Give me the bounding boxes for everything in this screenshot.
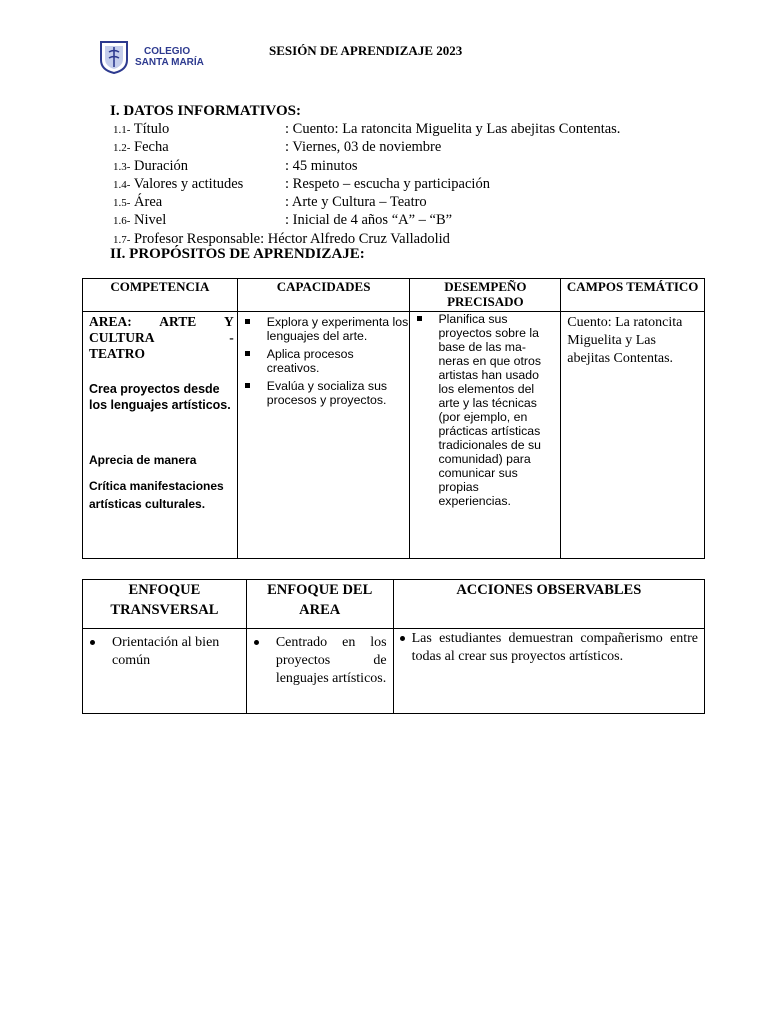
col-header-enfoque-transversal: ENFOQUE TRANSVERSAL	[83, 580, 247, 629]
competencia-aprecia-1: Aprecia de manera	[89, 453, 197, 467]
list-item: Explora y experimenta los lenguajes del arte.	[238, 315, 410, 343]
info-value: : 45 minutos	[285, 157, 358, 174]
info-num: 1.1-	[113, 124, 131, 136]
cell-acciones	[393, 629, 704, 714]
info-value: : Viernes, 03 de noviembre	[285, 139, 442, 156]
table-header-row	[83, 279, 705, 312]
cell-competencia	[83, 312, 238, 559]
info-label: Duración	[130, 157, 188, 174]
info-num: 1.2-	[113, 142, 131, 155]
col-header-desempeno: DESEMPEÑO PRECISADO	[410, 279, 561, 312]
capacidades-list	[238, 315, 410, 407]
list-item: Planifica sus proyectos sobre la base de las ma-neras en que otros artistas han usado los elementos del arte y las técnicas (por ejemplo, en prácticas artísticas tradicionales de su comunidad) para comunicar sus propias experiencias.	[410, 312, 550, 508]
info-row-fecha	[113, 138, 620, 156]
info-label: Nivel	[130, 212, 167, 229]
col-header-enfoque-area: ENFOQUE DEL AREA	[246, 580, 393, 629]
logo-text-colegio: COLEGIO	[144, 46, 191, 57]
list-item: Orientación al bien común	[83, 629, 246, 670]
info-value: : Cuento: La ratoncita Miguelita y Las abejitas Contentas.	[285, 121, 621, 137]
list-item: Aplica procesos creativos.	[238, 347, 410, 375]
list-item: Centrado en los proyectos de lenguajes artísticos.	[247, 629, 393, 688]
school-crest-icon	[99, 40, 129, 74]
section-heading-propositos: II. PROPÓSITOS DE APRENDIZAJE:	[110, 246, 365, 262]
info-label: Área	[130, 194, 163, 211]
competencias-table	[82, 278, 705, 559]
info-value: : Respeto – escucha y participación	[285, 175, 490, 192]
school-logo	[99, 40, 204, 74]
col-header-campos: CAMPOS TEMÁTICO	[561, 279, 705, 312]
info-label: Profesor Responsable: Héctor Alfredo Cruz Valladolid	[130, 230, 450, 247]
info-num: 1.4-	[113, 178, 131, 191]
col-header-acciones: ACCIONES OBSERVABLES	[393, 580, 704, 629]
info-num: 1.3-	[113, 160, 131, 173]
info-value: : Inicial de 4 años “A” – “B”	[285, 212, 453, 229]
col-header-competencia: COMPETENCIA	[83, 279, 238, 312]
enfoques-table	[82, 579, 705, 714]
info-num: 1.6-	[113, 215, 131, 228]
col-header-capacidades: CAPACIDADES	[237, 279, 410, 312]
list-item: Las estudiantes demuestran compañerismo entre todas al crear sus proyectos artísticos.	[394, 629, 704, 666]
info-row-titulo	[113, 120, 620, 138]
info-label: Fecha	[130, 139, 169, 156]
section-heading-datos: I. DATOS INFORMATIVOS:	[110, 103, 301, 119]
info-row-area	[113, 193, 620, 211]
info-num: 1.7-	[113, 233, 131, 246]
competencia-crea: Crea proyectos desde los lenguajes artísticos.	[89, 382, 231, 412]
desempeno-list	[410, 312, 560, 508]
competencia-aprecia-2: Crítica manifestaciones artísticas culturales.	[89, 479, 224, 511]
area-line: TEATRO	[89, 346, 146, 361]
info-label: Valores y actitudes	[130, 175, 244, 192]
table-header-row	[83, 580, 705, 629]
info-label: Título	[130, 121, 170, 137]
cell-campos	[561, 312, 705, 559]
cell-capacidades	[237, 312, 410, 559]
info-row-valores	[113, 175, 620, 193]
table-row	[83, 629, 705, 714]
area-line: AREA: ARTE Y	[89, 314, 234, 329]
table-row	[83, 312, 705, 559]
area-line: CULTURA -	[89, 330, 234, 345]
cell-desempeno	[410, 312, 561, 559]
info-value: : Arte y Cultura – Teatro	[285, 194, 427, 211]
info-list	[113, 120, 620, 248]
info-row-duracion	[113, 157, 620, 175]
info-row-nivel	[113, 211, 620, 229]
document-title: SESIÓN DE APRENDIZAJE 2023	[269, 43, 463, 58]
cell-area	[246, 629, 393, 714]
info-num: 1.5-	[113, 197, 131, 210]
campos-text: Cuento: La ratoncita Miguelita y Las abejitas Contentas.	[567, 315, 683, 366]
cell-transversal	[83, 629, 247, 714]
list-item: Evalúa y socializa sus procesos y proyectos.	[238, 379, 410, 407]
logo-text-santa-maria: SANTA MARÍA	[135, 57, 204, 68]
